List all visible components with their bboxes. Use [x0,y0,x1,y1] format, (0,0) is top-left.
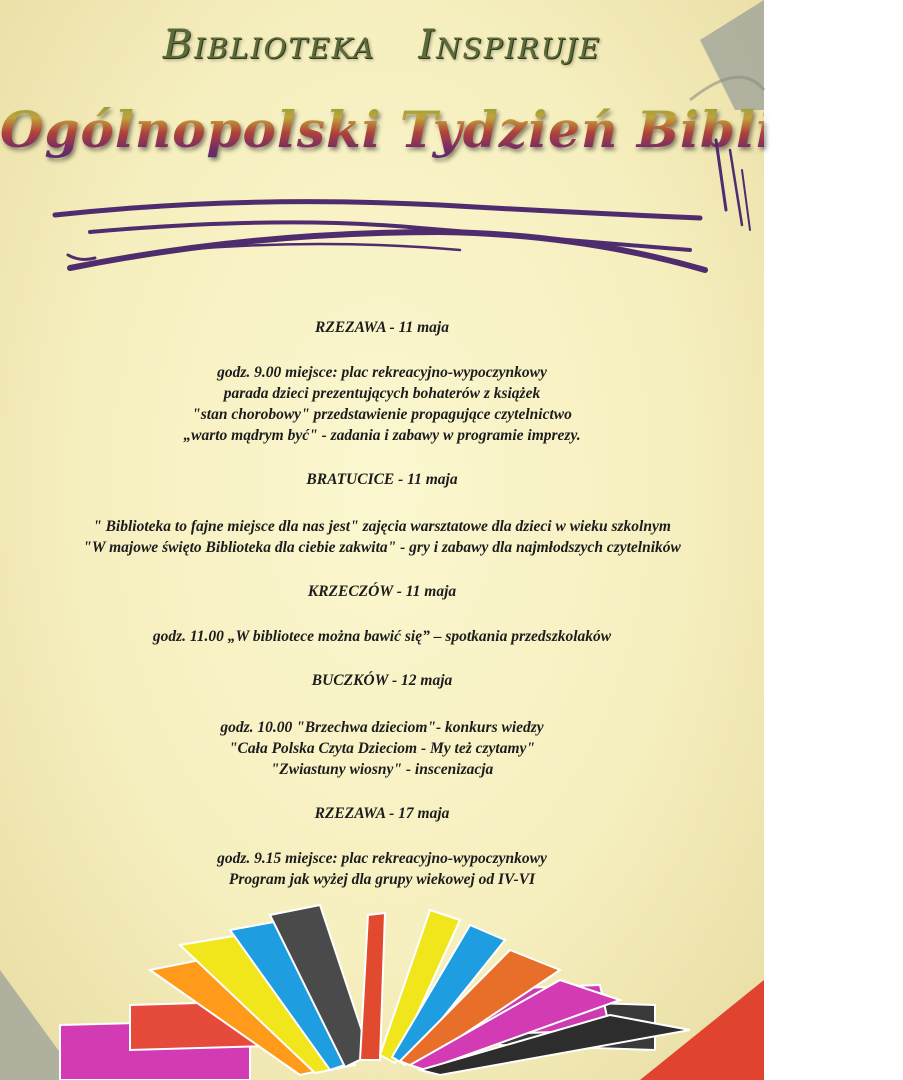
purple-swash-decoration [0,0,903,300]
header-word-1: Biblioteka [162,22,376,68]
event-line: " Biblioteka to fajne miejsce dla nas jest" zajęcia warsztatowe dla dzieci w wieku szkolnym [93,518,671,535]
event-heading: RZEZAWA - 11 maja [315,319,449,336]
event-heading: KRZECZÓW - 11 maja [307,583,457,600]
event-line: "Zwiastuny wiosny" - inscenizacja [270,761,494,778]
event-heading: BUCZKÓW - 12 maja [311,672,453,689]
header-word-2: Inspiruje [418,22,602,68]
event-line: "Cała Polska Czyta Dzieciom - My też czytamy" [228,740,536,757]
event-line: godz. 10.00 "Brzechwa dzieciom"- konkurs wiedzy [220,719,544,736]
event-line: Program jak wyżej dla grupy wiekowej od IV-VI [228,871,536,888]
event-heading: BRATUCICE - 11 maja [306,471,458,488]
event-line: parada dzieci prezentujących bohaterów z książek [223,385,541,402]
event-line: godz. 9.15 miejsce: plac rekreacyjno-wypoczynkowy [217,850,547,867]
event-line: godz. 11.00 „W bibliotece można bawić się” – spotkania przedszkolaków [152,628,612,645]
event-list [0,318,764,890]
event-line: godz. 9.00 miejsce: plac rekreacyjno-wypoczynkowy [217,364,547,381]
event-line: "stan chorobowy" przedstawienie propagujące czytelnictwo [192,406,572,423]
event-line: "W majowe święto Biblioteka dla ciebie zakwita" - gry i zabawy dla najmłodszych czytelników [83,539,681,556]
books-illustration [0,905,764,1080]
event-heading: RZEZAWA - 17 maja [314,805,450,822]
event-line: „warto mądrym być" - zadania i zabawy w programie imprezy. [183,427,581,444]
page-title: Ogólnopolski Tydzień Bibliotek [0,100,903,159]
